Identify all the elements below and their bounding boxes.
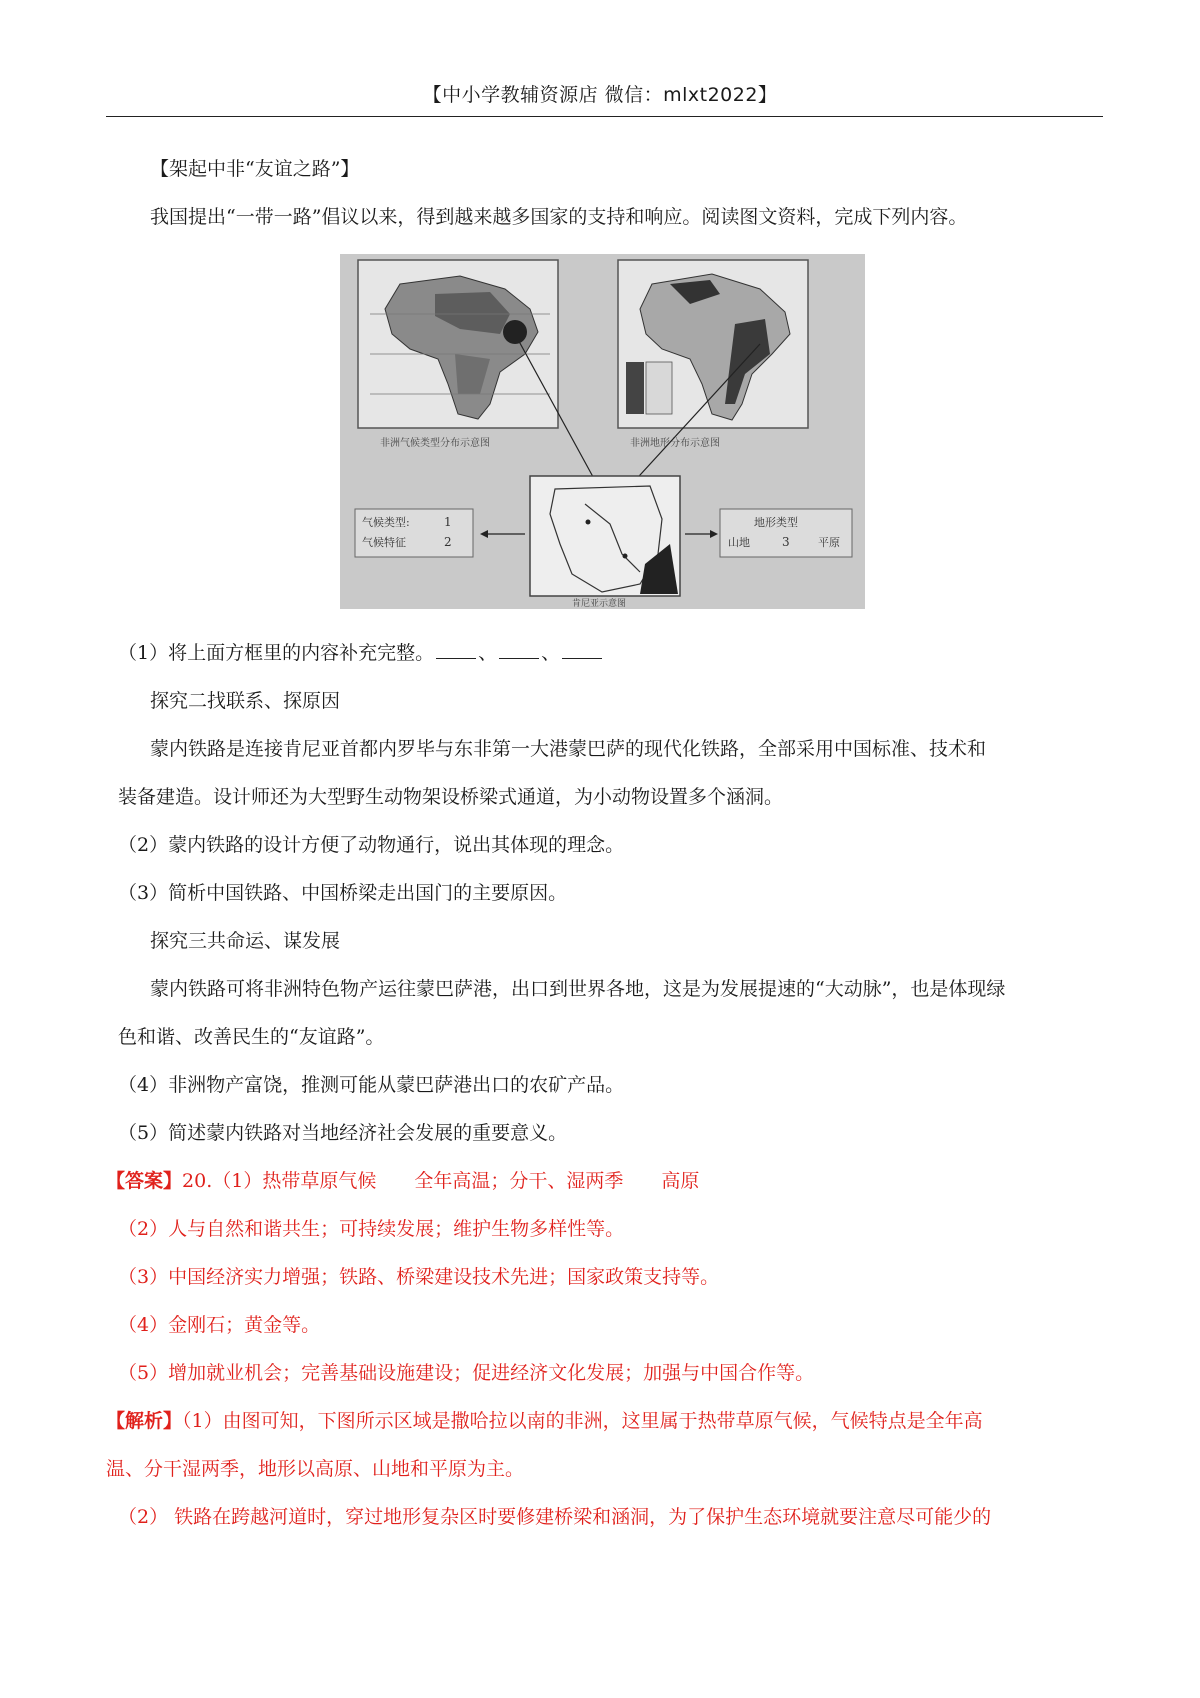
explore-2-para-line-1: 蒙内铁路是连接肯尼亚首都内罗毕与东非第一大港蒙巴萨的现代化铁路，全部采用中国标准、技术和 (150, 738, 987, 760)
explore-2-title: 探究二找联系、探原因 (150, 690, 341, 712)
intro-paragraph: 我国提出“一带一路”倡议以来，得到越来越多国家的支持和响应。阅读图文资料，完成下列内容。 (150, 206, 968, 228)
question-2: （2）蒙内铁路的设计方便了动物通行，说出其体现的理念。 (118, 834, 625, 856)
question-5: （5）简述蒙内铁路对当地经济社会发展的重要意义。 (118, 1122, 568, 1144)
answer-3: （3）中国经济实力增强；铁路、桥梁建设技术先进；国家政策支持等。 (118, 1266, 720, 1288)
explore-3-para-line-1: 蒙内铁路可将非洲特色物产运往蒙巴萨港，出口到世界各地，这是为发展提速的“大动脉”，也是体现绿 (150, 978, 1006, 1000)
question-1: （1）将上面方框里的内容补充完整。 、 、 (118, 640, 604, 666)
terrain-left: 山地 (728, 536, 750, 549)
terrain-type-box (720, 509, 852, 557)
terrain-title: 地形类型 (754, 516, 798, 529)
right-africa-terrain-map (618, 260, 808, 428)
question-4: （4）非洲物产富饶，推测可能从蒙巴萨港出口的农矿产品。 (118, 1074, 625, 1096)
analysis-1-line-2: 温、分干湿两季，地形以高原、山地和平原为主。 (106, 1458, 525, 1480)
climate-blank-1: 1 (444, 515, 452, 529)
answer-blank-1[interactable] (436, 640, 476, 659)
map-figure (340, 254, 865, 609)
header-divider (106, 116, 1103, 117)
section-title: 【架起中非“友谊之路”】 (150, 158, 360, 180)
answer-5: （5）增加就业机会；完善基础设施建设；促进经济文化发展；加强与中国合作等。 (118, 1362, 815, 1384)
terrain-blank: 3 (782, 535, 790, 549)
question-3: （3）简析中国铁路、中国桥梁走出国门的主要原因。 (118, 882, 568, 904)
analysis-label: 【解析】 (106, 1410, 183, 1432)
climate-label-1: 气候类型: (362, 516, 410, 529)
explore-3-para-line-2: 色和谐、改善民生的“友谊路”。 (118, 1026, 385, 1048)
left-africa-climate-map (358, 260, 558, 428)
left-map-caption: 非洲气候类型分布示意图 (380, 438, 490, 449)
terrain-right: 平原 (818, 536, 840, 549)
page-header: 【中小学教辅资源店 微信：mlxt2022】 (422, 84, 778, 106)
explore-3-title: 探究三共命运、谋发展 (150, 930, 341, 952)
climate-label-2: 气候特征 (362, 536, 406, 549)
answer-blank-3[interactable] (562, 640, 602, 659)
explore-2-para-line-2: 装备建造。设计师还为大型野生动物架设桥梁式通道，为小动物设置多个涵洞。 (118, 786, 784, 808)
center-map-caption: 肯尼亚示意图 (572, 599, 627, 609)
answer-2: （2）人与自然和谐共生；可持续发展；维护生物多样性等。 (118, 1218, 625, 1240)
answer-4: （4）金刚石；黄金等。 (118, 1314, 321, 1336)
analysis-1-line-1: 【解析】（1）由图可知，下图所示区域是撒哈拉以南的非洲，这里属于热带草原气候，气候特点是全年高 (106, 1410, 983, 1432)
center-kenya-map (530, 476, 680, 596)
climate-type-box (355, 509, 473, 557)
right-map-caption: 非洲地形分布示意图 (630, 438, 720, 449)
analysis-2-line-1: （2） 铁路在跨越河道时，穿过地形复杂区时要修建桥梁和涵洞，为了保护生态环境就要注意尽可能少的 (118, 1506, 992, 1528)
answer-label: 【答案】 (106, 1170, 183, 1192)
answer-blank-2[interactable] (499, 640, 539, 659)
climate-blank-2: 2 (444, 535, 452, 549)
answer-1: 【答案】20.（1）热带草原气候 全年高温；分干、湿两季 高原 (106, 1170, 700, 1192)
